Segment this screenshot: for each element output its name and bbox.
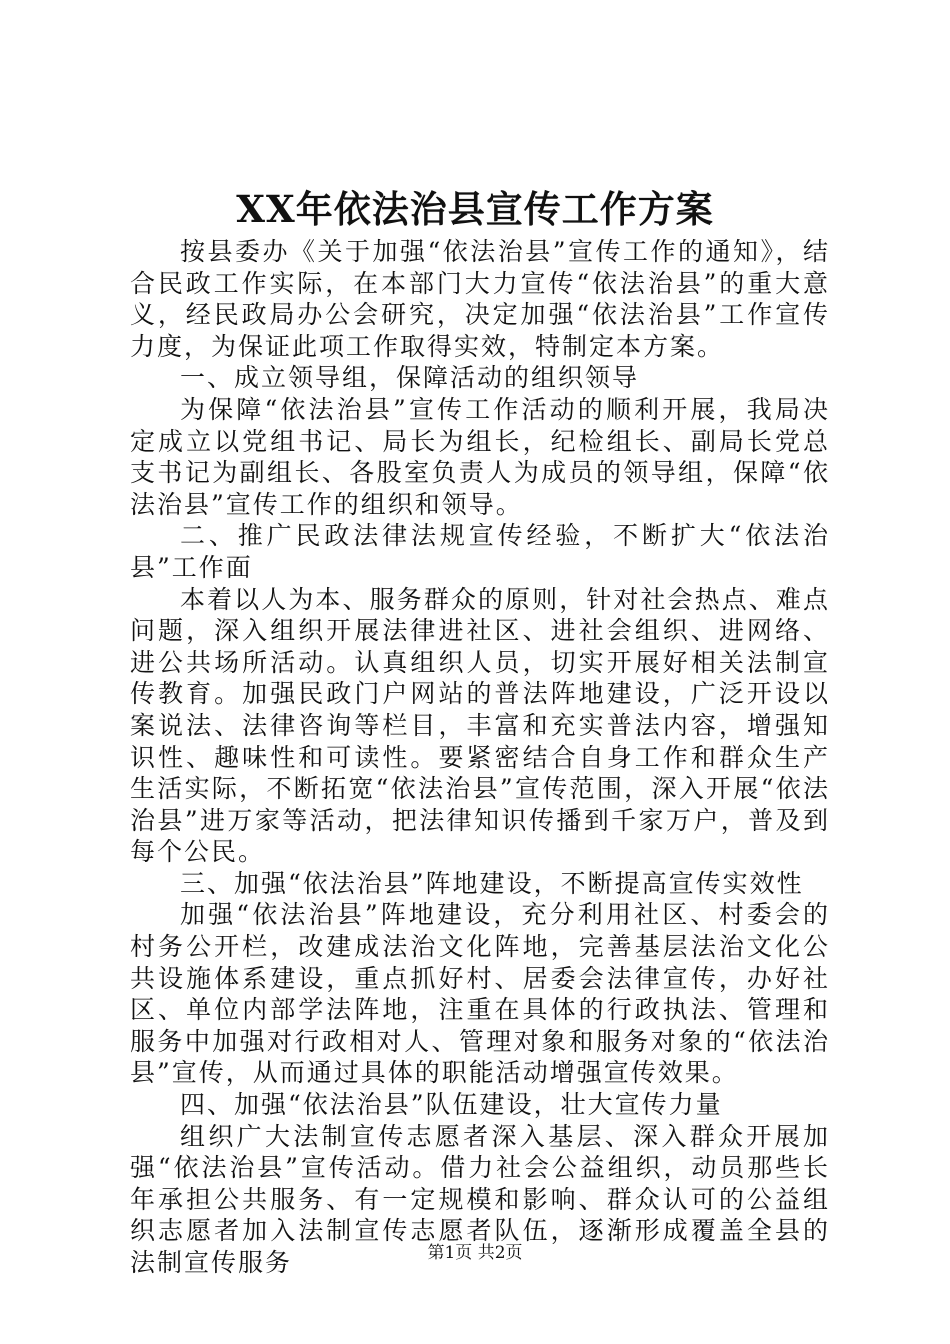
section-heading-3: 三、加强“依法治县”阵地建设，不断提高宣传实效性	[180, 868, 804, 898]
page-number-footer: 第1页 共2页	[427, 1243, 523, 1263]
section-heading-4: 四、加强“依法治县”队伍建设，壮大宣传力量	[180, 1090, 723, 1120]
section-paragraph-4: 组织广大法制宣传志愿者深入基层、深入群众开展加强“依法治县”宣传活动。借力社会公益组织，动员那些长年承担公共服务、有一定规模和影响、群众认可的公益组织志愿者加入法制宣传志愿者队伍，逐渐形成覆盖全县的法制宣传服务	[130, 1121, 830, 1277]
document-title: XX年依法治县宣传工作方案	[236, 187, 714, 231]
section-heading-1: 一、成立领导组，保障活动的组织领导	[180, 363, 640, 393]
section-paragraph-1: 为保障“依法治县”宣传工作活动的顺利开展，我局决定成立以党组书记、局长为组长，纪检组长、副局长党总支书记为副组长、各股室负责人为成员的领导组，保障“依法治县”宣传工作的组织和领导。	[130, 394, 830, 519]
section-paragraph-3: 加强“依法治县”阵地建设，充分利用社区、村委会的村务公开栏，改建成法治文化阵地，完善基层法治文化公共设施体系建设，重点抓好村、居委会法律宣传，办好社区、单位内部学法阵地，注重在具体的行政执法、管理和服务中加强对行政相对人、管理对象和服务对象的“依法治县”宣传，从而通过具体的职能活动增强宣传效果。	[130, 900, 830, 1088]
intro-paragraph: 按县委办《关于加强“依法治县”宣传工作的通知》，结合民政工作实际，在本部门大力宣传“依法治县”的重大意义，经民政局办公会研究，决定加强“依法治县”工作宣传力度，为保证此项工作取得实效，特制定本方案。	[130, 237, 830, 361]
section-heading-2: 二、推广民政法律法规宣传经验，不断扩大“依法治县”工作面	[130, 521, 830, 582]
document-body	[130, 236, 830, 1279]
section-paragraph-2: 本着以人为本、服务群众的原则，针对社会热点、难点问题，深入组织开展法律进社区、进社会组织、进网络、进公共场所活动。认真组织人员，切实开展好相关法制宣传教育。加强民政门户网站的普法阵地建设，广泛开设以案说法、法律咨询等栏目，丰富和充实普法内容，增强知识性、趣味性和可读性。要紧密结合自身工作和群众生产生活实际，不断拓宽“依法治县”宣传范围，深入开展“依法治县”进万家等活动，把法律知识传播到千家万户，普及到每个公民。	[130, 584, 830, 867]
